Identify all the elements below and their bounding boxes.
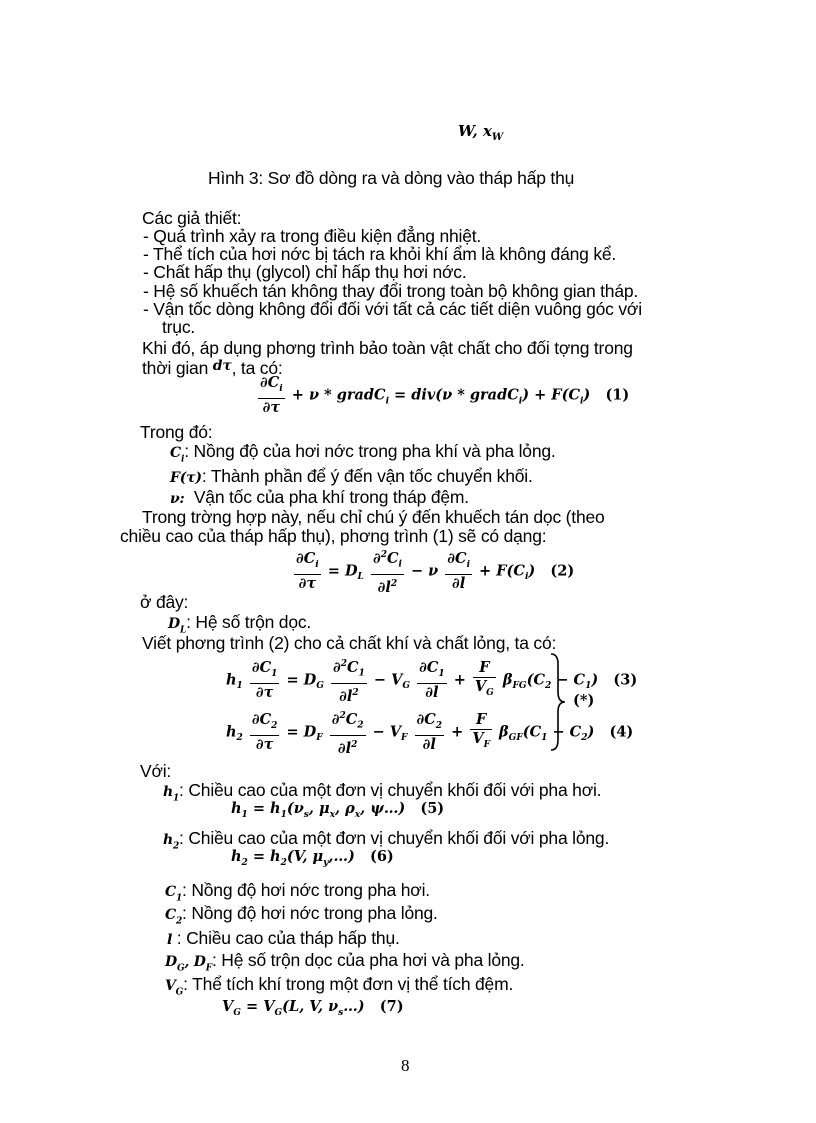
assumption-item: - Thể tích của hơi nớc bị tách ra khỏi khí ẩm là không đáng kể. [143, 244, 617, 264]
figure-caption: Hình 3: Sơ đồ dòng ra và dòng vào tháp hấp thụ [208, 168, 575, 188]
def-h1: $h_1$: Chiều cao của một đơn vị chuyển khối đối với pha hơi. [163, 780, 602, 804]
equation-6: $h_2 = h_2(V$, $\mu_y,\dots$) (6) [231, 848, 394, 868]
page-number: 8 [401, 1056, 410, 1075]
assumption-item: - Chất hấp thụ (glycol) chỉ hấp thụ hơi nớc. [143, 262, 467, 282]
assumption-item: - Quá trình xảy ra trong điều kiện đẳng nhiệt. [143, 226, 482, 246]
where-heading: Trong đó: [140, 422, 213, 442]
paragraph-line: Trong trờng hợp này, nếu chỉ chú ý đến khuếch tán dọc (theo [142, 507, 605, 527]
equation-3: $h_1$ $\frac{\partial C_1}{\partial\tau}$ = $D_G$ $\frac{\partial^2C_1}{\partial l^2}$ − $V_G$ $\frac{\partial C_1}{\partial l}$ + $\frac{F}{V_G}$ $\beta_{FG}(C_2 - C_1)$ (3) [226, 655, 637, 706]
def-c2: $C_2$: Nồng độ hơi nớc trong pha lỏng. [165, 903, 438, 927]
paragraph-line: Khi đó, áp dụng phơng trình bảo toàn vật chất cho đối tợng trong [142, 338, 633, 358]
system-brace [548, 652, 568, 752]
def-v: ν: Vận tốc của pha khí trong tháp đệm. [170, 487, 469, 507]
here-heading: ở đây: [140, 592, 189, 612]
with-heading: Với: [140, 761, 172, 781]
assumption-item: - Hệ số khuếch tán không thay đổi trong toàn bộ không gian tháp. [143, 281, 639, 301]
assumption-item: - Vận tốc dòng không đổi đối với tất cả các tiết diện vuông góc với [143, 299, 642, 319]
def-dg-df: $D_G$, $D_F$: Hệ số trộn dọc của pha hơi và pha lỏng. [165, 950, 525, 974]
def-l: l : Chiều cao của tháp hấp thụ. [167, 928, 400, 948]
equation-1: $\frac{\partial C_i}{\partial\tau}$ + ν * gradC$_i$ = div(ν * gradC$_i$) + $F(C_i)$ (1) [260, 374, 630, 416]
paragraph-line: chiều cao của tháp hấp thụ), phơng trình (1) sẽ có dạng: [120, 526, 547, 546]
def-dl: $D_L$: Hệ số trộn dọc. [168, 612, 312, 636]
equation-5: $h_1 = h_1(\nu_s$, $\mu_x$, $\rho_x$, ψ…) (5) [231, 800, 445, 820]
equation-7: $V_G = V_G(L$, V, $\nu_s\dots$) (7) [222, 998, 404, 1018]
equation-2: $\frac{\partial C_i}{\partial\tau}$ = $D_L$ $\frac{\partial^2C_i}{\partial l^2}$ − ν $\frac{\partial C_i}{\partial l}$ + $F(C_i)$ (2) [292, 546, 574, 597]
assumption-item: trục. [162, 317, 196, 337]
top-label: W, $x_W$ [458, 122, 504, 143]
paragraph-line: Viết phơng trình (2) cho cả chất khí và chất lỏng, ta có: [142, 633, 557, 653]
assumptions-heading: Các giả thiết: [142, 208, 242, 228]
def-h2: $h_2$: Chiều cao của một đơn vị chuyển khối đối với pha lỏng. [163, 828, 610, 852]
equation-4: $h_2$ $\frac{\partial C_2}{\partial\tau}$ = $D_F$ $\frac{\partial^2C_2}{\partial l^2}$ − $V_F$ $\frac{\partial C_2}{\partial l}$ + $\frac{F}{V_F}$ $\beta_{GF}(C_1 - C_2)$ (4) [226, 707, 633, 758]
paragraph-line: thời gian $^{d\tau}$, ta có: [142, 358, 283, 378]
def-f: F(τ): Thành phần để ý đến vận tốc chuyển khối. [170, 466, 533, 486]
system-label: (*) [573, 692, 595, 709]
def-vg: $V_G$: Thể tích khí trong một đơn vị thể tích đệm. [165, 974, 514, 998]
def-ci: $C_i$: Nồng độ của hơi nớc trong pha khí và pha lỏng. [170, 441, 556, 465]
def-c1: $C_1$: Nồng độ hơi nớc trong pha hơi. [165, 880, 430, 904]
